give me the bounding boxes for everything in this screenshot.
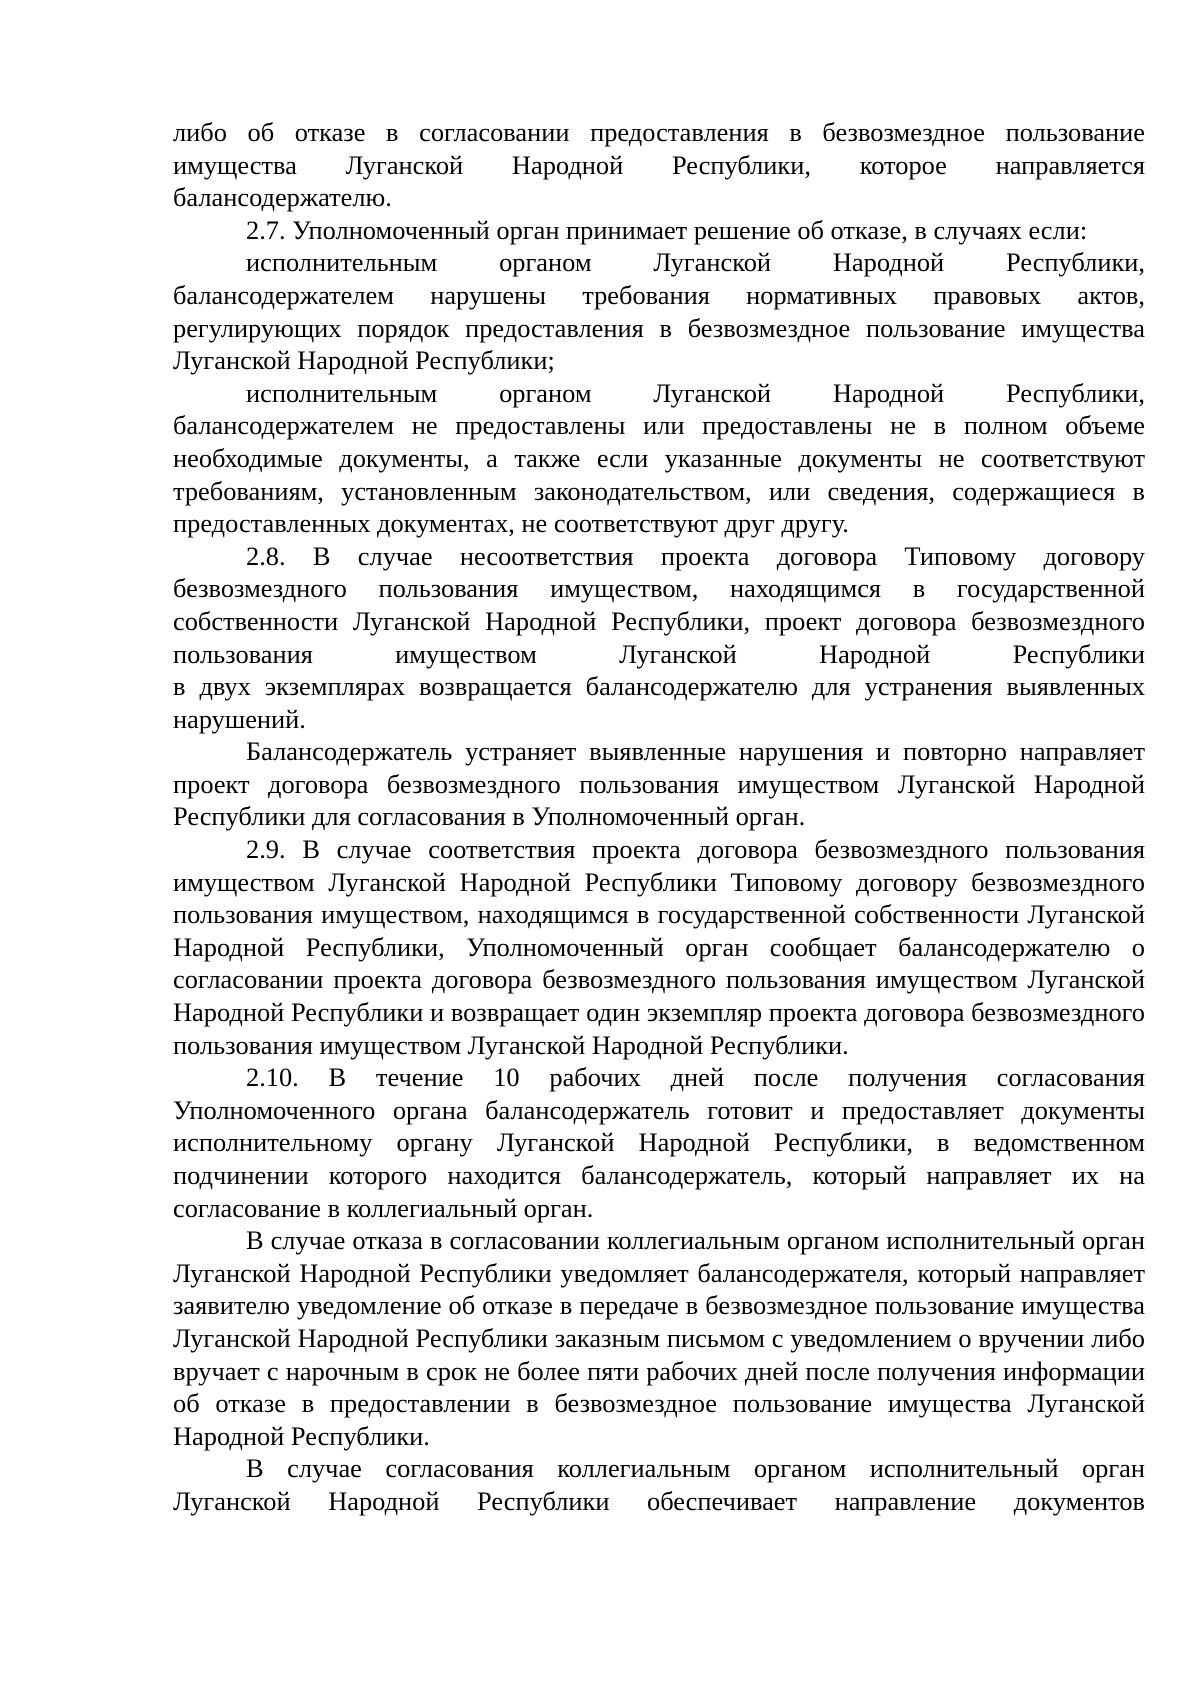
paragraph-2-8: 2.8. В случае несоответствия проекта договора Типовому договору безвозмездного пользования имуществом, находящимся в государственной собственности Луганской Народной Республики, проект договора безвозмездного пользования имуществом Луганской Народной Республики — [173, 540, 1145, 669]
paragraph-2-10-approval: В случае согласования коллегиальным органом исполнительный орган Луганской Народной Республики обеспечивает направление документов — [173, 1453, 1145, 1516]
document-body — [173, 116, 1145, 1518]
paragraph-2-7-item-a: исполнительным органом Луганской Народной Республики, балансодержателем нарушены требования нормативных правовых актов, регулирующих порядок предоставления в безвозмездное пользование имущества Луганской Народной Республики; — [173, 247, 1145, 376]
paragraph-2-10: 2.10. В течение 10 рабочих дней после получения согласования Уполномоченного органа балансодержатель готовит и предоставляет документы исполнительному органу Луганской Народной Республики, в ведомственном подчинении которого находится балансодержатель, который направляет их на согласование в коллегиальный орган. — [173, 1062, 1145, 1223]
paragraph-2-10-refusal: В случае отказа в согласовании коллегиальным органом исполнительный орган Луганской Народной Республики уведомляет балансодержателя, который направляет заявителю уведомление об отказе в передаче в безвозмездное пользование имущества Луганской Народной Республики заказным письмом с уведомлением о вручении либо вручает с нарочным в срок не более пяти рабочих дней после получения информации об отказе в предоставлении в безвозмездное пользование имущества Луганской Народной Республики. — [173, 1225, 1145, 1451]
paragraph-2-9: 2.9. В случае соответствия проекта договора безвозмездного пользования имуществом Луганской Народной Республики Типовому договору безвозмездного пользования имуществом, находящимся в государственной собственности Луганской Народной Республики, Уполномоченный орган сообщает балансодержателю о согласовании проекта договора безвозмездного пользования имуществом Луганской Народной Республики и возвращает один экземпляр проекта договора безвозмездного пользования имуществом Луганской Народной Республики. — [173, 834, 1145, 1060]
paragraph-2-8-continuation: в двух экземплярах возвращается балансодержателю для устранения выявленных нарушений. — [173, 671, 1145, 734]
paragraph-2-8-resubmission: Балансодержатель устраняет выявленные нарушения и повторно направляет проект договора безвозмездного пользования имуществом Луганской Народной Республики для согласования в Уполномоченный орган. — [173, 736, 1145, 832]
paragraph-continuation: либо об отказе в согласовании предоставления в безвозмездное пользование имущества Луганской Народной Республики, которое направляется балансодержателю. — [173, 117, 1145, 213]
paragraph-2-7: 2.7. Уполномоченный орган принимает решение об отказе, в случаях если: — [246, 214, 1088, 245]
paragraph-2-7-item-b: исполнительным органом Луганской Народной Республики, балансодержателем не предоставлены или предоставлены не в полном объеме необходимые документы, а также если указанные документы не соответствуют требованиям, установленным законодательством, или сведения, содержащиеся в предоставленных документах, не соответствуют друг другу. — [173, 377, 1145, 539]
